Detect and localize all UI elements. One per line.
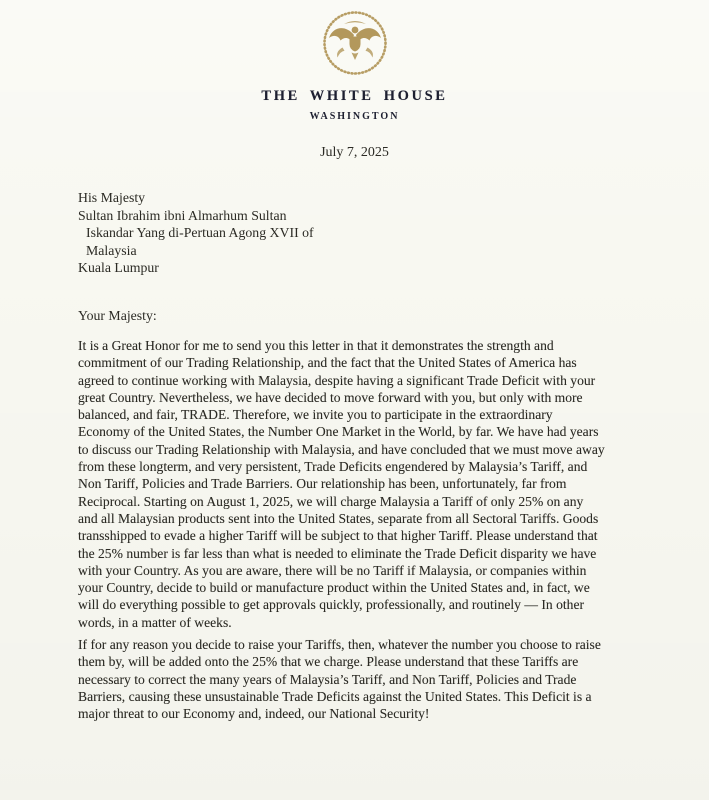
body-line: commitment of our Trading Relationship, and the fact that the United States of America has: [78, 355, 577, 371]
body-line: Non Tariff, Policies and Trade Barriers. Our relationship has been, unfortunately, far from: [78, 476, 567, 492]
body-line: If for any reason you decide to raise your Tariffs, then, whatever the number you choose to raise: [78, 637, 601, 652]
body-line: words, in a matter of weeks.: [78, 614, 232, 630]
body-line: Reciprocal. Starting on August 1, 2025, we will charge Malaysia a Tariff of only 25% on any: [78, 493, 584, 509]
presidential-seal-icon: [320, 7, 390, 77]
letterhead-org: THE WHITE HOUSE: [261, 88, 448, 104]
recipient-line: Iskandar Yang di-Pertuan Agong XVII of: [86, 225, 314, 241]
body-line: Economy of the United States, the Number One Market in the World, by far. We have had years: [78, 424, 599, 440]
recipient-line: Kuala Lumpur: [78, 260, 159, 276]
body-line: from these longterm, and very persistent, Trade Deficits engendered by Malaysia’s Tariff, and: [78, 459, 588, 475]
letter-date: July 7, 2025: [320, 145, 389, 160]
recipient-block: [78, 189, 314, 277]
body-line: and all Malaysian products sent into the United States, separate from all Sectoral Tariffs. Goods: [78, 510, 599, 526]
body-line: with your Country. As you are aware, there will be no Tariff if Malaysia, or companies within: [78, 562, 587, 578]
body-line: It is a Great Honor for me to send you this letter in that it demonstrates the strength and: [78, 338, 554, 353]
body-paragraph-1: [78, 337, 650, 631]
body-line: necessary to correct the many years of Malaysia’s Tariff, and Non Tariff, Policies and Trade: [78, 671, 577, 687]
body-line: transshipped to evade a higher Tariff will be subject to that higher Tariff. Please understand that: [78, 528, 598, 544]
body-line: agreed to continue working with Malaysia, despite having a significant Trade Deficit with your: [78, 372, 596, 388]
salutation: Your Majesty:: [78, 308, 157, 323]
recipient-line: Sultan Ibrahim ibni Almarhum Sultan: [78, 207, 287, 223]
body-line: the 25% number is far less than what is needed to eliminate the Trade Deficit disparity we have: [78, 545, 597, 561]
body-line: them by, will be added onto the 25% that we charge. Please understand that these Tariffs are: [78, 654, 579, 670]
body-line: great Country. Nevertheless, we have decided to move forward with you, but only with more: [78, 389, 583, 405]
body-line: major threat to our Economy and, indeed, our National Security!: [78, 706, 430, 722]
body-line: balanced, and fair, TRADE. Therefore, we invite you to participate in the extraordinary: [78, 407, 553, 423]
recipient-line: Malaysia: [86, 242, 137, 258]
recipient-line: His Majesty: [78, 190, 146, 205]
body-line: Barriers, causing these unsustainable Trade Deficits against the United States. This Deficit is a: [78, 688, 592, 704]
body-line: your Country, decide to build or manufacture product within the United States and, in fact, we: [78, 580, 590, 596]
letterhead-city: WASHINGTON: [309, 111, 400, 122]
body-line: will do everything possible to get approvals quickly, professionally, and routinely — In other: [78, 597, 585, 613]
body-line: to discuss our Trading Relationship with Malaysia, and have concluded that we must move away: [78, 441, 605, 457]
body-paragraph-2: [78, 636, 650, 722]
